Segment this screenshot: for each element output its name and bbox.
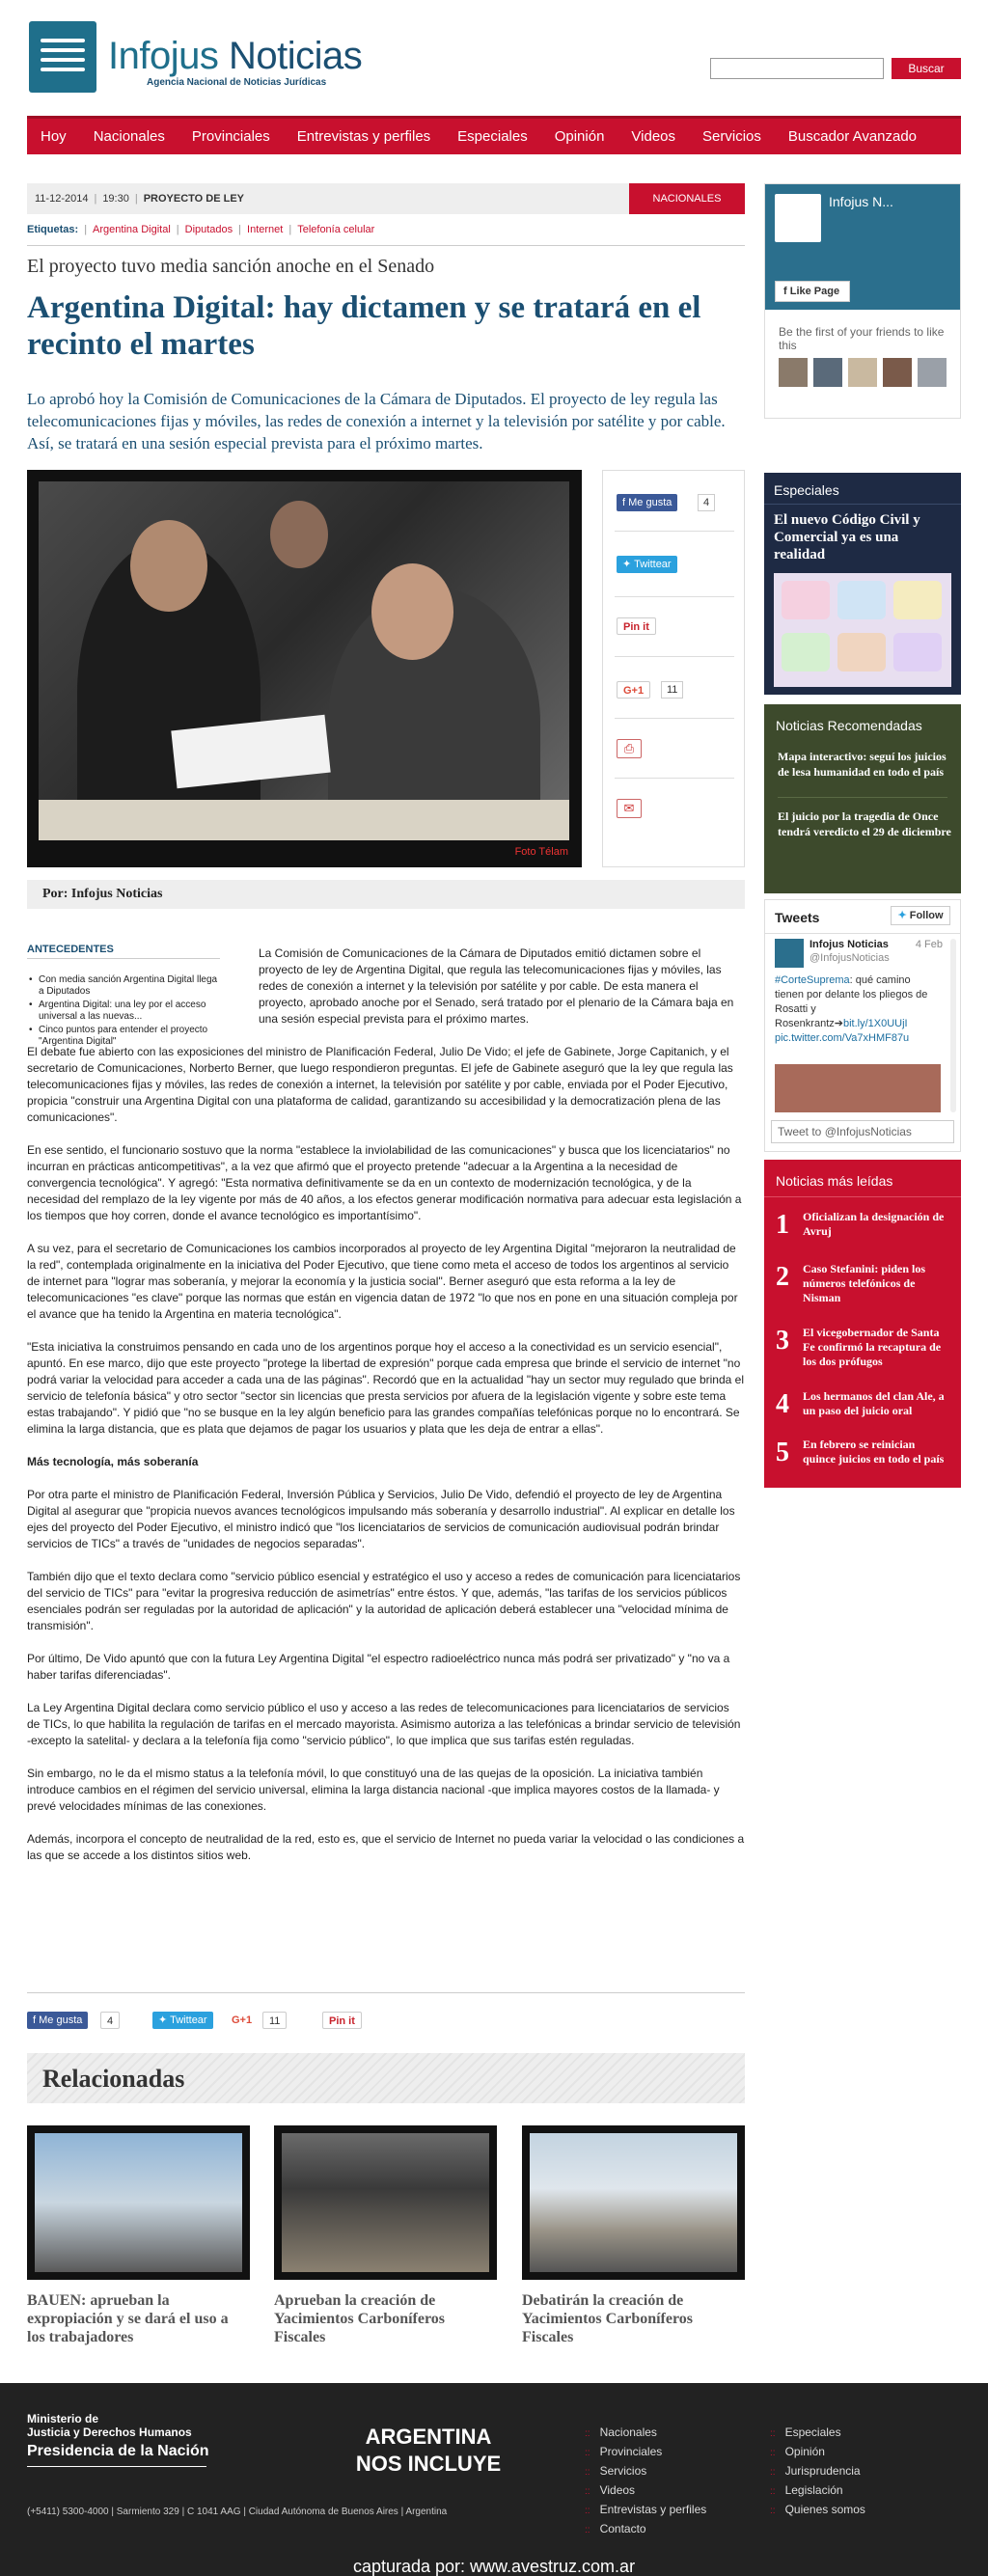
facebook-like-page-button[interactable] xyxy=(775,281,850,302)
main-nav xyxy=(27,116,961,154)
tag-link[interactable]: Diputados xyxy=(184,224,233,235)
nav-item-nacionales[interactable]: Nacionales xyxy=(93,128,165,145)
twitter-widget xyxy=(764,899,961,1152)
logo-subtitle: Agencia Nacional de Noticias Jurídicas xyxy=(147,77,327,88)
mas-leidas-heading: Noticias más leídas xyxy=(776,1173,893,1189)
paragraph: La Ley Argentina Digital declara como servicio público el uso y acceso a las redes de telecomunicaciones para licenciatarios de servicios de TICs, lo que habilita la regulación de tarifas en el mercado mayorista. Asimismo autoriza a las telefónicas a brindar servicio de televisión -excepto la satelital- y declara a la telefonía fija como "servicio público", lo que implica que sus tarifas estén reguladas. xyxy=(27,1701,741,1747)
section-badge[interactable]: NACIONALES xyxy=(629,183,745,214)
article-lede: Lo aprobó hoy la Comisión de Comunicaciones de la Cámara de Diputados. El proyecto de ley regula las telecomunicaciones fijas y móviles, las redes de conexión a internet y la televisión por satélite y por cable. Así, se tratará en una sesión especial prevista para el próximo martes. xyxy=(27,390,726,452)
footer-link[interactable]: :: Legislación xyxy=(770,2483,843,2497)
tags-list: Etiquetas: | Argentina Digital | Diputados | Internet | Telefonía celular xyxy=(27,224,375,235)
article-date: 11-12-2014 xyxy=(35,193,89,205)
twitter-icon: ✦ xyxy=(897,910,907,921)
tags-label: Etiquetas: xyxy=(27,224,79,235)
footer-address: (+5411) 5300-4000 | Sarmiento 329 | C 1041 AAG | Ciudad Autónoma de Buenos Aires | Argentina xyxy=(27,2507,448,2517)
paragraph: Por otra parte el ministro de Planificación Federal, Inversión Pública y Servicios, Julio De Vido, defendió el proyecto de ley de Argentina Digital al asegurar que "propicia nuevos avances tecnológicos impulsando más soberanía y desarrollo industrial". Al explicar en detalle los ejes del proyecto del Poder Ejecutivo, el ministro indicó que "los licenciatarios de servicios de comunicación audiovisual podrán brindar servicios de TICs" a través de "unidades de negocios separadas". xyxy=(27,1488,735,1550)
article-headline: Argentina Digital: hay dictamen y se tratará en el recinto el martes xyxy=(27,290,701,362)
footer-link[interactable]: :: Opinión xyxy=(770,2445,825,2458)
antecedente-link[interactable]: • Cinco puntos para entender el proyecto "Argentina Digital" xyxy=(27,1025,220,1048)
facebook-like-button[interactable] xyxy=(617,494,677,511)
mas-leida-link[interactable]: Los hermanos del clan Ale, a un paso del juicio oral xyxy=(803,1389,945,1417)
rank-number: 1 xyxy=(776,1210,789,1240)
paragraph: Además, incorpora el concepto de neutralidad de la red, esto es, que el servicio de Internet no pueda variar la velocidad o las condiciones a las que se accede a los distintos sitios web. xyxy=(27,1832,745,1862)
facebook-friends-text: Be the first of your friends to like this xyxy=(779,325,945,352)
nav-item-hoy[interactable]: Hoy xyxy=(41,128,67,145)
nav-item-buscador[interactable]: Buscador Avanzado xyxy=(787,128,918,145)
like-count: 4 xyxy=(100,2012,120,2029)
tweet-author[interactable]: Infojus Noticias xyxy=(810,939,889,950)
photo-credit: Foto Télam xyxy=(514,846,568,858)
tweets-title: Tweets xyxy=(775,910,820,925)
avatar[interactable] xyxy=(918,358,947,387)
footer-link[interactable]: :: Jurisprudencia xyxy=(770,2464,861,2478)
like-count: 4 xyxy=(698,494,715,511)
rank-number: 4 xyxy=(776,1389,789,1419)
antecedentes-title: ANTECEDENTES xyxy=(27,944,114,955)
footer-presidency[interactable]: Presidencia de la Nación xyxy=(27,2443,209,2459)
twitter-icon: ✦ xyxy=(158,2014,168,2026)
twitter-icon: ✦ xyxy=(622,559,632,570)
related-image[interactable] xyxy=(522,2125,745,2280)
nav-item-entrevistas[interactable]: Entrevistas y perfiles xyxy=(296,128,431,145)
nav-item-servicios[interactable]: Servicios xyxy=(702,128,761,145)
recomendada-link[interactable]: El juicio por la tragedia de Once tendrá veredicto el 29 de diciembre xyxy=(778,809,951,838)
paragraph: Por último, De Vido apuntó que con la futura Ley Argentina Digital "el espectro radioeléctrico nunca más podrá ser privatizado" y "no va a haber tarifas diferenciadas". xyxy=(27,1652,730,1682)
paragraph: El debate fue abierto con las exposiciones del ministro de Planificación Federal, Julio De Vido; el jefe de Gabinete, Jorge Capitanich, y el secretario de Comunicaciones, Norberto Berner, que luego respondieron preguntas. El jefe de Gabinete aseguró que la ley que regula las telecomunicaciones fijas y móviles, las redes de conexión a internet, la televisión por satélite y por cable, enviada por el Poder Ejecutivo, propicia "construir una Argentina Digital con una plataforma de calidad, garantizando su accesibilidad y la democratización plena de las comunicaciones". xyxy=(27,1045,733,1124)
tweet-handle[interactable]: @InfojusNoticias xyxy=(810,952,890,964)
facebook-page-title[interactable]: Infojus N... xyxy=(829,194,893,209)
pinit-button[interactable]: Pin it xyxy=(617,617,656,635)
paragraph: En ese sentido, el funcionario sostuvo que la norma "establece la inviolabilidad de las comunicaciones" y busca que los licenciatarios" no incurran en prácticas anticompetitivas", a la vez que afirmó que el proyecto pretende "adecuar a la Argentina a la necesidad de convergencia tecnológica". Y agregó: "Esta normativa definitivamente se da en un contexto de modernización tecnológica, y de la necesidad del remplazo de la ley vigente por más de 40 años, a los efectos generar modificación normativa para adecuar esta legislación a los tiempos que hoy corren, donde el avance tecnológico es importantísimo". xyxy=(27,1143,742,1222)
tweet-label: Twittear xyxy=(170,2014,207,2026)
paragraph: "Esta iniciativa la construimos pensando en cada uno de los argentinos porque hoy el acceso a la conectividad es un servicio esencial", apuntó. En ese marco, dijo que este proyecto "protege la libertad de expresión" porque cada empresa que brinde el servicio de internet "no podrá variar la velocidad para acceder a cada una de las páginas". Recordó que en la actualidad "hay un sector muy regulado que brinda el servicio de telefonía básica" y otro sector "sector sin licencias que presta servicios por afuera de la legislación vigente y sobre este tema estas trabajando". Y pidió que "no se busque en la ley algún beneficio para las grandes compañías telefónicas porque no lo encontrará. Se elimina la larga distancia, que es plata que dejamos de pagar los usuarios y plata que les deja de entrar a ellas". xyxy=(27,1340,744,1436)
nav-item-especiales[interactable]: Especiales xyxy=(457,128,528,145)
capture-credit: capturada por: www.avestruz.com.ar xyxy=(352,2557,636,2576)
gplus-count: 11 xyxy=(661,681,683,699)
logo-name-a: Infojus xyxy=(108,35,219,77)
tweet-to-input[interactable]: Tweet to @InfojusNoticias xyxy=(771,1120,954,1143)
especiales-widget xyxy=(764,473,961,695)
avatar[interactable] xyxy=(779,358,808,387)
recomendadas-heading: Noticias Recomendadas xyxy=(776,718,922,733)
article-time: 19:30 xyxy=(102,193,129,205)
footer-link[interactable]: :: Nacionales xyxy=(585,2425,657,2439)
especiales-image[interactable] xyxy=(774,573,951,687)
email-icon[interactable]: ✉ xyxy=(617,799,642,818)
recomendada-link[interactable]: Mapa interactivo: seguí los juicios de lesa humanidad en todo el país xyxy=(778,750,947,779)
paragraph: La Comisión de Comunicaciones de la Cámara de Diputados emitió dictamen sobre el proyecto de ley de Argentina Digital, que regula las telecomunicaciones fijas y móviles, las redes de conexión a internet y la televisión por satélite y por cable. De esta manera el proyecto, aprobado anoche por el Senado, será tratado por el plenario de la Cámara baja en una sesión especial prevista para el próximo martes. xyxy=(259,946,734,1026)
logo-icon[interactable] xyxy=(29,21,96,93)
facebook-like-button-bottom[interactable] xyxy=(27,2012,88,2029)
mas-leida-link[interactable]: Oficializan la designación de Avruj xyxy=(803,1210,945,1238)
footer-link[interactable]: :: Servicios xyxy=(585,2464,646,2478)
like-label: Me gusta xyxy=(628,497,672,508)
like-page-label: Like Page xyxy=(789,286,840,297)
nav-item-provinciales[interactable]: Provinciales xyxy=(191,128,270,145)
follow-label: Follow xyxy=(909,910,944,921)
mas-leida-link[interactable]: El vicegobernador de Santa Fe confirmó la recaptura de los dos prófugos xyxy=(803,1326,942,1368)
scrollbar[interactable] xyxy=(950,939,956,1112)
footer-link[interactable]: :: Videos xyxy=(585,2483,635,2497)
tweet-label: Twittear xyxy=(634,559,672,570)
mas-leida-link[interactable]: En febrero se reinician quince juicios en todo el país xyxy=(803,1438,945,1466)
article-category[interactable]: PROYECTO DE LEY xyxy=(143,193,245,205)
footer-link[interactable]: :: Contacto xyxy=(585,2522,646,2535)
nav-item-videos[interactable]: Videos xyxy=(631,128,676,145)
search-input[interactable] xyxy=(710,58,884,79)
gplus-count: 11 xyxy=(262,2012,287,2029)
paragraph: También dijo que el texto declara como "servicio público esencial y estratégico el uso y acceso a redes de comunicación para licenciatarios del servicio de TICs" para "evitar la progresiva reducción de asimetrías" entre éstos. Y que, además, "las tarifas de los servicios públicos esenciales podrán ser reguladas por la autoridad de aplicación" y la autoridad de aplicación deberá establecer una "velocidad mínima de transmisión". xyxy=(27,1570,741,1632)
facebook-icon: f xyxy=(33,2014,37,2026)
facebook-icon: f xyxy=(622,497,626,508)
footer-link[interactable]: :: Provinciales xyxy=(585,2445,662,2458)
footer-ministry[interactable]: Ministerio de Justicia y Derechos Humanos xyxy=(27,2412,192,2439)
gplus-button[interactable]: G+1 xyxy=(617,681,650,699)
article-meta: 11-12-2014 | 19:30 | PROYECTO DE LEY xyxy=(27,183,629,214)
avatar[interactable] xyxy=(775,939,804,968)
tweet-button-bottom[interactable] xyxy=(152,2012,213,2029)
article-photo xyxy=(27,470,582,867)
pinit-button-bottom[interactable]: Pin it xyxy=(322,2012,362,2029)
footer-link[interactable]: :: Quienes somos xyxy=(770,2503,865,2516)
footer-link[interactable]: :: Entrevistas y perfiles xyxy=(585,2503,706,2516)
tweet-link[interactable]: pic.twitter.com/Va7xHMF87u xyxy=(775,1032,910,1044)
paragraph: A su vez, para el secretario de Comunicaciones los cambios incorporados al proyecto de ley Argentina Digital "mejoraron la neutralidad de la red", contemplada originalmente en la iniciativa del Poder Ejecutivo, que tiene como meta el acceso de todos los argentinos al servicio de internet para "lograr mas soberanía, y mejorar la economía y la justicia social". Berner aseguró que esta reforma a la ley de telecomunicaciones "es clave" porque las normas que están en vigencia datan de 1972 "lo que nos en pone en una situación compleja por el avance que ha tenido la Argentina en materia tecnológica". xyxy=(27,1242,738,1321)
rank-number: 5 xyxy=(776,1438,789,1467)
nav-item-opinion[interactable]: Opinión xyxy=(554,128,605,145)
like-label: Me gusta xyxy=(39,2014,83,2026)
footer-argentina-logo[interactable]: ARGENTINA NOS INCLUYE xyxy=(355,2425,502,2476)
facebook-widget xyxy=(764,183,961,419)
especiales-heading: Especiales xyxy=(774,482,839,498)
logo-name-b: Noticias xyxy=(228,35,363,77)
tag-link[interactable]: Argentina Digital xyxy=(93,224,171,235)
tweet-body: : qué camino tienen por delante los pliegos de Rosatti y Rosenkrantz➔ xyxy=(775,974,928,1029)
related-title: Relacionadas xyxy=(42,2065,185,2093)
related-image[interactable] xyxy=(27,2125,250,2280)
avatar[interactable] xyxy=(848,358,877,387)
paragraph: Sin embargo, no le da el mismo status a la telefonía móvil, lo que constituyó una de las quejas de la oposición. La iniciativa también introduce cambios en el régimen del servicio universal, elimina la larga distancia nacional -que implica mayores costos de la llamada- y prevé velocidades mínimas de las conexiones. xyxy=(27,1767,720,1813)
mas-leida-link[interactable]: Caso Stefanini: piden los números telefónicos de Nisman xyxy=(803,1262,926,1304)
gplus-button-bottom[interactable]: G+1 xyxy=(232,2014,253,2026)
tweet-hashtag[interactable]: #CorteSuprema xyxy=(775,974,850,986)
tweet-date[interactable]: 4 Feb xyxy=(915,939,943,950)
related-link[interactable]: Aprueban la creación de Yacimientos Carboníferos Fiscales xyxy=(274,2292,446,2345)
logo-icon xyxy=(775,194,821,242)
divider xyxy=(27,1992,745,1993)
recomendadas-widget xyxy=(764,704,961,893)
antecedente-link[interactable]: • Con media sanción Argentina Digital llega a Diputados xyxy=(27,974,220,998)
avatar[interactable] xyxy=(813,358,842,387)
antecedente-link[interactable]: • Argentina Digital: una ley por el acceso universal a las nuevas... xyxy=(27,1000,220,1023)
tweet-link[interactable]: bit.ly/1X0UUjI xyxy=(842,1018,908,1029)
print-icon[interactable]: ⎙ xyxy=(617,739,642,758)
tweet-text xyxy=(775,973,941,1046)
tweet-button[interactable] xyxy=(617,556,677,573)
divider xyxy=(27,245,745,246)
article-byline: Por: Infojus Noticias xyxy=(27,880,745,909)
footer-link[interactable]: :: Especiales xyxy=(770,2425,841,2439)
rank-number: 3 xyxy=(776,1326,789,1356)
tag-link[interactable]: Telefonía celular xyxy=(297,224,375,235)
rank-number: 2 xyxy=(776,1262,789,1292)
footer xyxy=(0,2383,988,2576)
tweet-image[interactable] xyxy=(775,1064,941,1112)
tag-link[interactable]: Internet xyxy=(247,224,284,235)
avatar[interactable] xyxy=(883,358,912,387)
article-body xyxy=(27,945,745,1880)
twitter-follow-button[interactable] xyxy=(891,906,950,925)
related-link[interactable]: BAUEN: aprueban la expropiación y se dará el uso a los trabajadores xyxy=(27,2292,229,2345)
especiales-title[interactable]: El nuevo Código Civil y Comercial ya es una realidad xyxy=(774,512,920,562)
article-subhead: Más tecnología, más soberanía xyxy=(27,1455,199,1468)
related-link[interactable]: Debatirán la creación de Yacimientos Carboníferos Fiscales xyxy=(522,2292,694,2345)
share-column xyxy=(602,470,745,867)
mas-leidas-widget xyxy=(764,1160,961,1488)
search-button[interactable]: Buscar xyxy=(892,58,961,79)
article-kicker: El proyecto tuvo media sanción anoche en el Senado xyxy=(27,256,435,277)
facebook-icon: f xyxy=(783,286,787,297)
related-image[interactable] xyxy=(274,2125,497,2280)
site-logo-text[interactable] xyxy=(108,35,362,78)
